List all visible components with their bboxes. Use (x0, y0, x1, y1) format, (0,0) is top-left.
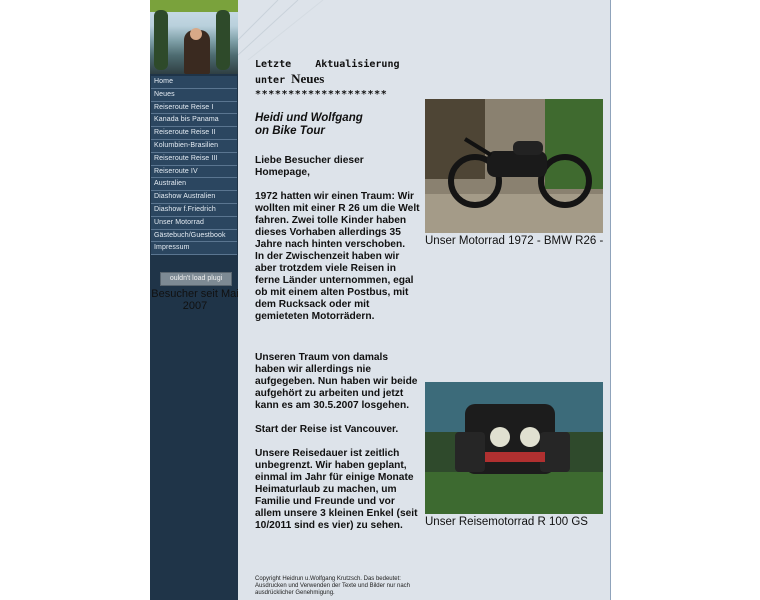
nav-kolumbien-brasilien[interactable]: Kolumbien-Brasilien (151, 140, 237, 153)
photo-bmw-r26 (425, 99, 603, 233)
photo-caption-r26: Unser Motorrad 1972 - BMW R26 - (425, 235, 604, 247)
nav-reiseroute-2[interactable]: Reiseroute Reise II (151, 127, 237, 140)
nav-reiseroute-3[interactable]: Reiseroute Reise III (151, 153, 237, 166)
main-navigation (151, 76, 237, 255)
nav-home[interactable]: Home (151, 76, 237, 89)
nav-diashow-friedrich[interactable]: Diashow f.Friedrich (151, 204, 237, 217)
paragraph-duration: Unsere Reisedauer ist zeitlich unbegrenzt. Wir haben geplant, einmal im Jahr für einige Monate Heimaturlaub zu machen, um Familie und Freunde und vor allem unsere 3 kleinen Enkel (seit 10/2011 sind es vier) zu sehen. (255, 448, 418, 531)
last-update-notice (255, 58, 430, 102)
copyright-notice: Copyright Heidrun u.Wolfgang Krutzsch. Das bedeutet: Ausdrucken und Verwenden der Texte und Bilder nur nach ausdrücklicher Genehmigung. (255, 576, 410, 596)
nav-reiseroute-1[interactable]: Reiseroute Reise I (151, 102, 237, 115)
nav-reiseroute-4[interactable]: Reiseroute IV (151, 166, 237, 179)
paragraph-start: Start der Reise ist Vancouver. (255, 424, 399, 435)
paragraph-plans: Unseren Traum von damals haben wir allerdings nie aufgegeben. Nun haben wir beide aufgehört zu arbeiten und jetzt kann es am 30.5.2007 losgehen. (255, 352, 418, 411)
neues-link[interactable]: Neues (291, 71, 325, 86)
page-title: Heidi und Wolfgang on Bike Tour (255, 112, 363, 137)
nav-gaestebuch[interactable]: Gästebuch/Guestbook (151, 230, 237, 243)
nav-impressum[interactable]: Impressum (151, 242, 237, 255)
greeting: Liebe Besucher dieser Homepage, (255, 155, 364, 178)
plugin-placeholder: ouldn't load plugi (160, 272, 232, 286)
nav-kanada-panama[interactable]: Kanada bis Panama (151, 114, 237, 127)
stars-divider: ******************** (255, 89, 388, 100)
update-line-1: Letzte Aktualisierung (255, 59, 400, 70)
paragraph-travels: In der Zwischenzeit haben wir aber trotzdem viele Reisen in ferne Länder unternommen, egal ob mit einem alten Postbus, mit dem Rucksack oder mit gemieteten Motorrädern. (255, 251, 414, 322)
intro-text (255, 112, 420, 544)
nav-unser-motorrad[interactable]: Unser Motorrad (151, 217, 237, 230)
photo-caption-r100gs: Unser Reisemotorrad R 100 GS (425, 516, 588, 528)
photo-r100gs (425, 382, 603, 514)
header-decoration (238, 0, 358, 60)
header-photo (150, 0, 238, 74)
nav-diashow-australien[interactable]: Diashow Australien (151, 191, 237, 204)
visitor-counter-label: Besucher seit Mai 2007 (151, 288, 239, 312)
update-prefix: unter (255, 75, 292, 86)
nav-neues[interactable]: Neues (151, 89, 237, 102)
paragraph-dream: 1972 hatten wir einen Traum: Wir wollten mit einer R 26 um die Welt fahren. Zwei tolle Kinder haben dieses Vorhaben allerdings 35 Jahre nach hinten verschoben. (255, 191, 420, 250)
update-line-2 (255, 72, 430, 88)
nav-australien[interactable]: Australien (151, 178, 237, 191)
